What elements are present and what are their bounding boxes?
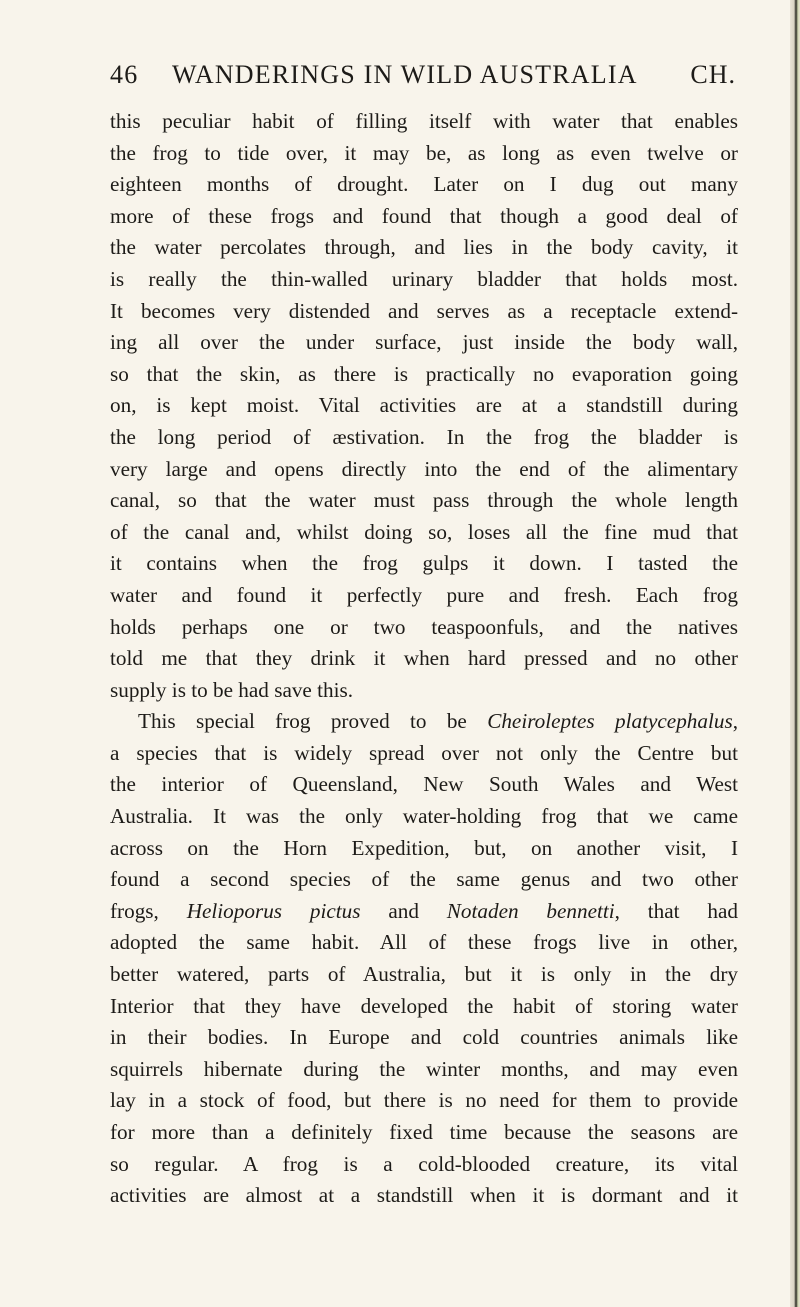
text-line: this peculiar habit of filling itself with water that enables (110, 109, 738, 133)
text-line: better watered, parts of Australia, but it is only in the dry (110, 962, 738, 987)
text-line: found a second species of the same genus and two other (110, 867, 738, 892)
text-line (110, 706, 738, 738)
text-line: activities are almost at a standstill when it is dormant and it (110, 1183, 738, 1208)
text-line: ing all over the under surface, just inside the body wall, (110, 330, 738, 355)
text-run: frogs, (110, 898, 187, 923)
text-line: lay in a stock of food, but there is no need for them to provide (110, 1088, 738, 1113)
text-line: the water percolates through, and lies in the body cavity, it (110, 235, 738, 260)
text-line: for more than a definitely fixed time because the seasons are (110, 1120, 738, 1144)
text-line: so regular. A frog is a cold-blooded creature, its vital (110, 1151, 738, 1176)
text-line: the long period of æstivation. In the frog the bladder is (110, 424, 738, 449)
text-run: and (360, 898, 447, 923)
text-line: the frog to tide over, it may be, as long as even twelve or (110, 140, 738, 165)
running-title: WANDERINGS IN WILD AUSTRALIA (172, 60, 638, 89)
text-line: of the canal and, whilst doing so, loses all the fine mud that (110, 519, 738, 544)
text-line: more of these frogs and found that though a good deal of (110, 203, 738, 228)
text-run: This special frog proved to be (138, 709, 488, 734)
text-line: on, is kept moist. Vital activities are at a standstill during (110, 393, 738, 418)
text-line: is really the thin-walled urinary bladder that holds most. (110, 266, 738, 291)
text-line: told me that they drink it when hard pressed and no other (110, 646, 738, 671)
text-run: , (732, 709, 738, 734)
text-line: water and found it perfectly pure and fresh. Each frog (110, 582, 738, 607)
species-name: Helioporus pictus (186, 898, 361, 923)
text-line: squirrels hibernate during the winter months, and may even (110, 1056, 738, 1081)
text-line (110, 896, 738, 928)
text-line: a species that is widely spread over not only the Centre but (110, 740, 738, 765)
species-name: Notaden bennetti (446, 898, 615, 923)
text-line: so that the skin, as there is practically no evaporation going (110, 361, 738, 386)
text-line: eighteen months of drought. Later on I dug out many (110, 172, 738, 197)
text-line: canal, so that the water must pass through the whole length (110, 488, 738, 513)
paragraph-2 (110, 706, 738, 1212)
chapter-label: CH. (690, 60, 736, 89)
page-number: 46 (110, 60, 139, 89)
species-name: Cheiroleptes platycephalus (487, 709, 733, 734)
text-line: Interior that they have developed the habit of storing water (110, 993, 738, 1018)
text-line: across on the Horn Expedition, but, on another visit, I (110, 835, 738, 860)
text-line: It becomes very distended and serves as a receptacle extend- (110, 298, 738, 323)
text-line: in their bodies. In Europe and cold countries animals like (110, 1025, 738, 1050)
text-line: the interior of Queensland, New South Wales and West (110, 772, 738, 797)
page-edge (790, 0, 800, 1307)
text-line: very large and opens directly into the end of the alimentary (110, 456, 738, 481)
text-line: Australia. It was the only water-holding frog that we came (110, 804, 738, 829)
text-line: holds perhaps one or two teaspoonfuls, and the natives (110, 614, 738, 639)
page-header (110, 60, 736, 100)
paragraph-1 (110, 106, 738, 706)
text-line: adopted the same habit. All of these frogs live in other, (110, 930, 738, 955)
text-run: , that had (614, 898, 738, 923)
text-line: supply is to be had save this. (110, 677, 354, 702)
body-text (110, 106, 738, 1212)
text-line: it contains when the frog gulps it down. I tasted the (110, 551, 738, 576)
